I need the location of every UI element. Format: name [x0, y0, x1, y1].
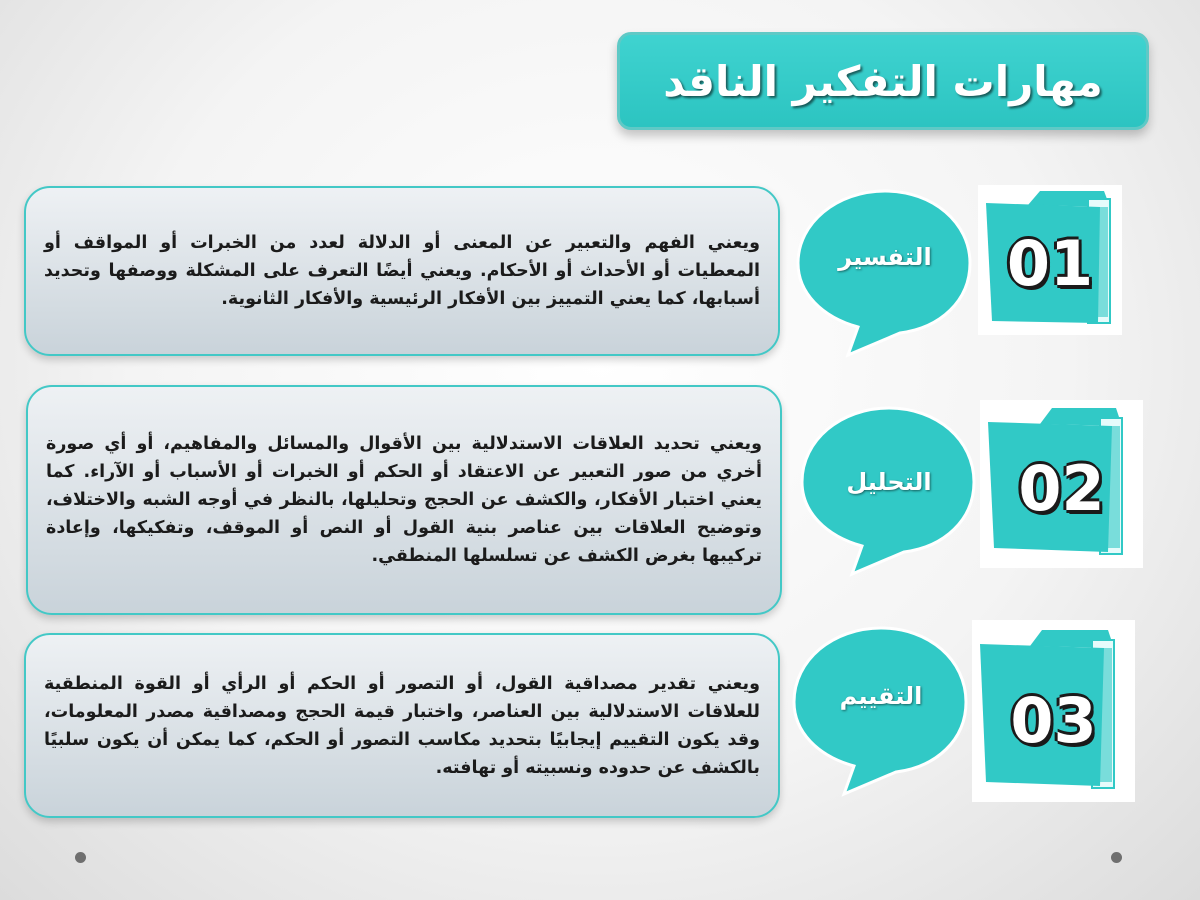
speech-bubble-3 — [786, 620, 976, 798]
folder-card-1 — [978, 185, 1122, 335]
speech-bubble-2 — [794, 400, 984, 578]
page-title: مهارات التفكير الناقد — [663, 56, 1103, 106]
description-box-1 — [24, 186, 780, 356]
item-number-3: 03 — [1010, 684, 1097, 757]
description-text-2: ويعني تحديد العلاقات الاستدلالية بين الأقوال والمسائل والمفاهيم، أو أي صورة أخري من صور التعبير عن الاعتقاد أو الحكم أو الخبرات أو الأسباب أو الآراء. كما يعني اختبار الأفكار، والكشف عن الحجج وتحليلها، بالنظر في أوجه الشبه والاختلاف، وتوضيح العلاقات بين عناصر بنية القول أو النص أو الموقف، وتفكيكها، وإعادة تركيبها بغرض الكشف عن تسلسلها المنطقي. — [46, 434, 762, 566]
description-box-2 — [26, 385, 782, 615]
description-text-1: ويعني الفهم والتعبير عن المعنى أو الدلالة لعدد من الخبرات أو المواقف أو المعطيات أو الأحداث أو الأحكام. ويعني أيضًا التعرف على المشكلة ووصفها وتحديد أسبابها، كما يعني التمييز بين الأفكار الرئيسية والأفكار الثانوية. — [44, 233, 760, 309]
skill-label-3: التقييم — [839, 682, 923, 710]
title-banner — [617, 32, 1149, 130]
speech-bubble-1 — [790, 183, 980, 358]
skill-label-1: التفسير — [838, 243, 932, 271]
description-text-3: ويعني تقدير مصداقية القول، أو التصور أو الحكم أو الرأي أو القوة المنطقية للعلاقات الاستدلالية بين العناصر، واختبار قيمة الحجج ومصداقية مصدر المعلومات، وقد يكون التقييم إيجابيًا بتحديد مكاسب التصور أو الحكم، كما يمكن أن يكون سلبيًا بالكشف عن حدوده ونسبيته أو تهافته. — [44, 673, 760, 778]
skill-label-2: التحليل — [846, 468, 932, 496]
folder-card-3 — [972, 620, 1135, 802]
decor-dot-right — [1111, 852, 1122, 863]
item-number-1: 01 — [1006, 227, 1094, 300]
folder-card-2 — [980, 400, 1143, 568]
description-box-3 — [24, 633, 780, 818]
item-number-2: 02 — [1018, 452, 1105, 525]
decor-dot-left — [75, 852, 86, 863]
